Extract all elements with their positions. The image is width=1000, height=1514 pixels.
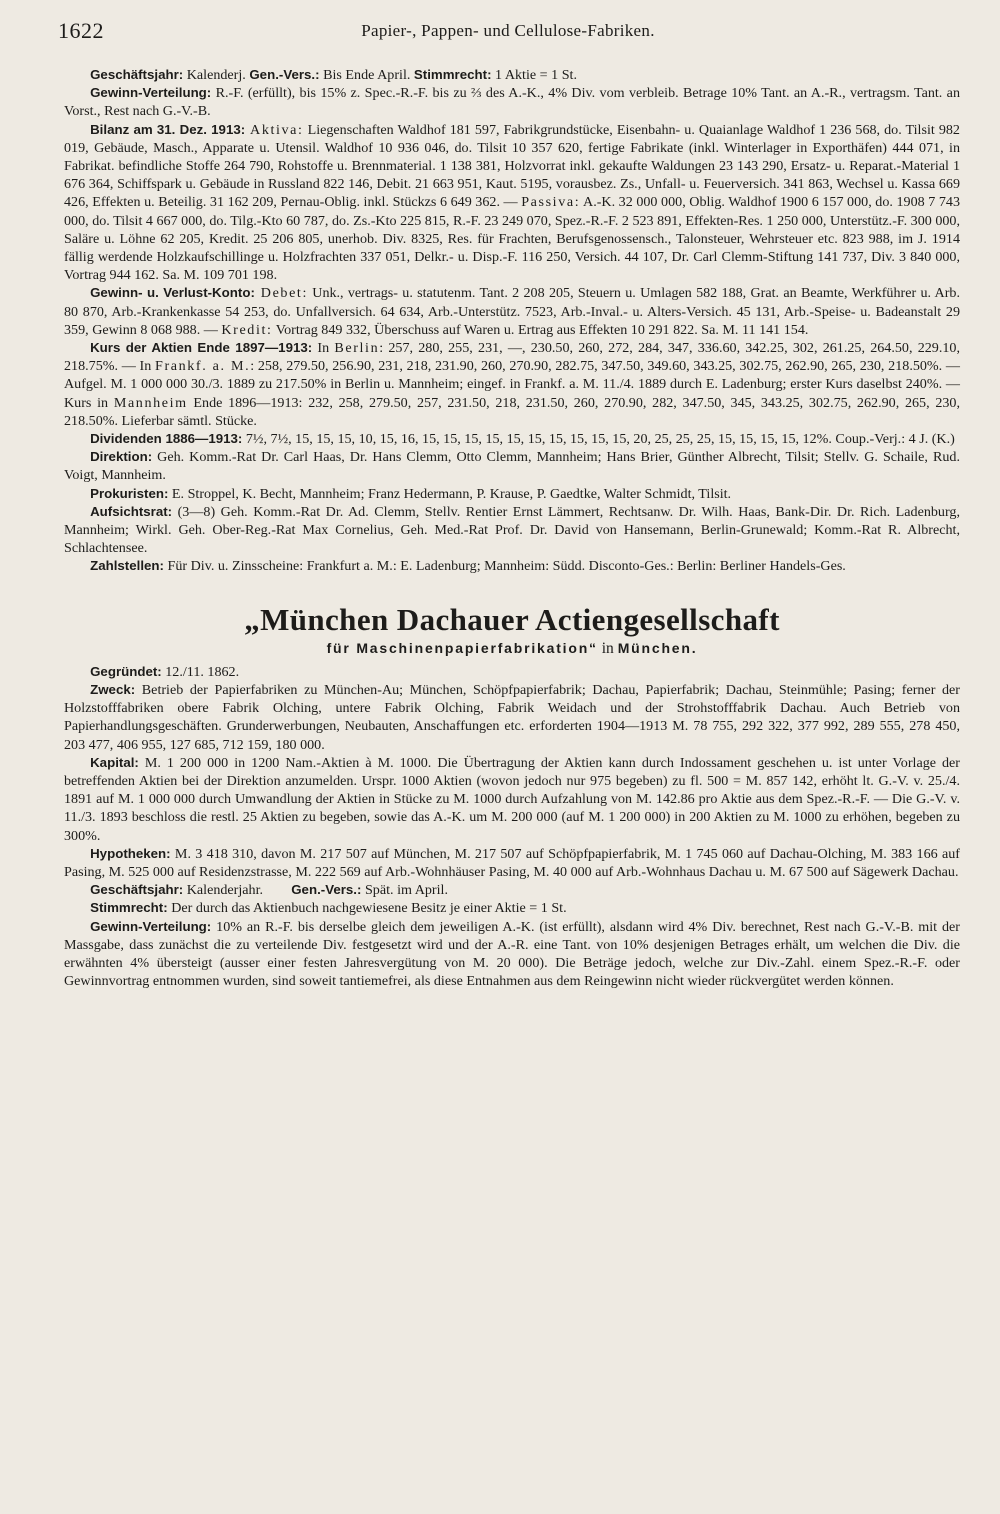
company-subheading-in: in [597, 639, 618, 657]
paragraph-management [64, 448, 960, 484]
text-management: Geh. Komm.-Rat Dr. Carl Haas, Dr. Hans Clemm, Otto Clemm, Mannheim; Hans Brier, Günther Albrecht, Tilsit; Stellv. G. Schaile, Rud. Voigt, Mannheim. [64, 449, 960, 484]
label-business-year: Geschäftsjahr: [90, 67, 184, 82]
label-assets: Aktiva: [245, 121, 304, 138]
text-profit-distribution-2: 10% an R.-F. bis derselbe gleich dem jeweiligen A.-K. (ist erfüllt), alsdann wird 4% Div. berechnet, Rest nach G.-V.-B. mit der Massgabe, dass zunächst die zu verteilende Div. festgesetzt wird und der A.-R. eine Tant. von 10% desjenigen Betrages erhält, um welchen die Div. die erwähnten 4% übersteigt (ausser einer festen Jahresvergütung von M. 20 000). Die Beträge jedoch, welche zur Div.-Zahl. einem Spez.-R.-F. oder Gewinnvortrag entnommen wurden, sind soweit tantiemefrei, als diese Entnahmen aus dem Reingewinn nicht wieder rückvergütet werden können. [64, 918, 960, 990]
label-credit: Kredit: [221, 321, 273, 338]
running-head [58, 18, 958, 48]
company-subheading-city: München. [617, 639, 698, 656]
paragraph-profit-distribution-2 [64, 918, 960, 991]
paragraph-mortgages [64, 845, 960, 881]
paragraph-founded [64, 663, 960, 681]
text-paying-agents: Für Div. u. Zinsscheine: Frankfurt a. M.: E. Ladenburg; Mannheim: Südd. Disconto-Ges.: Berlin: Berliner Handels-Ges. [163, 558, 846, 575]
text-debit: Unk., vertrags- u. statutenm. Tant. 2 208 205, Steuern u. Umlagen 582 188, Grat. an Beamte, Werkführer u. Arb. 80 870, Arb.-Krankenkasse 54 253, do. Unfallversich. 64 634, Arb.-Unterstütz. 7523, Arb.-Inval.- u. Alters-Versich. 45 131, Arb.-Speise- u. Badeanstalt 29 359, Gewinn 8 068 988. — [64, 285, 960, 338]
paragraph-dividends [64, 430, 960, 448]
label-purpose: Zweck: [90, 681, 136, 697]
text-procurators: E. Stroppel, K. Becht, Mannheim; Franz Hedermann, P. Krause, P. Gaedtke, Walter Schmidt, Tilsit. [168, 485, 732, 502]
company-subheading-bold: für Maschinenpapierfabrikation“ [326, 639, 598, 656]
label-business-year-2: Geschäftsjahr: [90, 882, 184, 898]
text-assets: Liegenschaften Waldhof 181 597, Fabrikgrundstücke, Eisenbahn- u. Quaianlage Waldhof 1 236 568, do. Tilsit 982 019, Gebäude, Masch., Apparate u. Utensil. Waldhof 10 936 046, do. Tilsit 10 357 620, fertige Fabrikate (inkl. Winterlager in Exporthäfen) 444 071, in Fabrikat. befindliche Stoffe 264 790, Rohstoffe u. Brennmaterial. 1 138 381, Holzvorrat inkl. gekaufte Waldungen 23 143 290, Ersatz- u. Reparat.-Material 1 676 364, Schiffspark u. Gebäude in Russland 822 146, Debit. 21 663 951, Kaut. 5195, vorausbez. Zs., Unfall- u. Feuerversich. 341 863, Wechsel u. Kassa 669 426, Effekten u. Beteilig. 31 162 209, Pernau-Oblig. inkl. Stückzs 6 649 362. — [64, 121, 960, 211]
label-general-meeting-2: Gen.-Vers.: [291, 882, 362, 898]
label-liabilities: Passiva: [521, 194, 581, 211]
text-share-prices-3: : 258, 279.50, 256.90, 231, 218, 231.90, 260, 270.90, 282.75, 347.50, 349.60, 343.25, 302.75, 262.90, 265, 230, 218.50%. — Aufgel. M. 1 000 000 30./3. 1889 zu 217.50% in Berlin u. Mannheim; eingef. in Frankf. a. M. 11./4. 1889 durch E. Ladenburg; erster Kurs daselbst 240%. — Kurs in [64, 358, 961, 411]
text-berlin: Berlin [334, 340, 380, 357]
text-share-prices-2: : 257, 280, 255, 231, —, 230.50, 260, 272, 284, 347, 336.60, 342.25, 302, 261.25, 264.50, 229.10, 218.75%. — In [64, 340, 960, 375]
label-dividends: Dividenden 1886—1913: [90, 431, 243, 447]
label-capital: Kapital: [90, 754, 139, 770]
label-balance-sheet: Bilanz am 31. Dez. 1913: [90, 121, 246, 137]
text-founded: 12./11. 1862. [161, 663, 240, 680]
label-share-prices: Kurs der Aktien Ende 1897—1913: [90, 340, 313, 356]
paragraph-business-year [64, 66, 960, 84]
text-capital: M. 1 200 000 in 1200 Nam.-Aktien à M. 1000. Die Übertragung der Aktien kann durch Indossament geschehen u. ist unter Vorlage der betreffenden Aktien bei der Direktion anzumelden. Urspr. 1000 Aktien (wovon jedoch nur 975 begeben) zu fl. 500 = M. 857 142, erhöht lt. G.-V. v. 25./4. 1891 auf M. 1 000 000 durch Umwandlung der Aktien in Stücke zu M. 1000 durch Aufzahlung von M. 142.86 pro Aktie aus dem Spez.-R.-F. — Die G.-V. v. 11./3. 1893 beschloss die restl. 25 Aktien zu begeben, sowie das A.-K. um M. 200 000 (auf M. 1 200 000) in 200 Aktien zu M. 1000 zu erhöhen, begeben zu 300%. [64, 754, 960, 844]
paragraph-voting-right-2 [64, 899, 960, 917]
paragraph-procurators [64, 485, 960, 503]
text-business-year: Kalenderj. [183, 67, 250, 83]
text-profit-distribution: R.-F. (erfüllt), bis 15% z. Spec.-R.-F. bis zu ⅔ des A.-K., 4% Div. vom verbleib. Betrage 10% Tant. an A.-R., vertragsm. Tant. an Vorst., Rest nach G.-V.-B. [64, 85, 960, 120]
paragraph-share-prices [64, 339, 960, 430]
text-business-year-2: Kalenderjahr. [183, 882, 292, 899]
paragraph-business-year-2 [64, 881, 960, 899]
paragraph-purpose [64, 681, 960, 754]
text-general-meeting-2: Spät. im April. [361, 882, 448, 899]
label-mortgages: Hypotheken: [90, 845, 171, 861]
text-dividends: 7½, 7½, 15, 15, 15, 10, 15, 16, 15, 15, 15, 15, 15, 15, 15, 15, 15, 15, 20, 25, 25, 25, 15, 15, 15, 15, 12%. Coup.-Verj.: 4 J. (K.) [242, 431, 955, 448]
body-text [64, 66, 960, 990]
label-supervisory-board: Aufsichtsrat: [90, 503, 173, 519]
text-purpose: Betrieb der Papierfabriken zu München-Au; München, Schöpfpapierfabrik; Dachau, Papierfabrik; Dachau, Steinmühle; Pasing; ferner der Holzstofffabriken obere Fabrik Olching, untere Fabrik Olching, Fabrik Weidach und der Strohstofffabrik Dachau. Auch Betrieb von Papierhandlungsgeschäften. Grunderwerbungen, Neubauten, Anschaffungen etc. erforderten 1904—1913 M. 78 755, 292 322, 377 992, 289 555, 278 450, 203 477, 406 955, 127 685, 712 159, 180 000. [64, 681, 960, 753]
label-profit-distribution: Gewinn-Verteilung: [90, 85, 212, 101]
paragraph-capital [64, 754, 960, 845]
running-title: Papier-, Pappen- und Cellulose-Fabriken. [361, 21, 655, 40]
label-profit-loss: Gewinn- u. Verlust-Konto: [90, 285, 255, 301]
text-general-meeting: Bis Ende April. [319, 67, 414, 83]
text-voting-right-2: Der durch das Aktienbuch nachgewiesene Besitz je einer Aktie = 1 St. [167, 900, 567, 917]
company-subheading [64, 638, 960, 659]
label-voting-right-2: Stimmrecht: [90, 900, 168, 916]
text-mannheim: Mannheim [113, 394, 188, 411]
text-share-prices-1: In [312, 340, 335, 357]
label-profit-distribution-2: Gewinn-Verteilung: [90, 918, 212, 934]
label-paying-agents: Zahlstellen: [90, 558, 164, 574]
paragraph-profit-loss [64, 284, 960, 339]
paragraph-profit-distribution [64, 84, 960, 120]
text-credit: Vortrag 849 332, Überschuss auf Waren u. Ertrag aus Effekten 10 291 822. Sa. M. 11 141 154. [272, 321, 809, 338]
text-voting-right: 1 Aktie = 1 St. [491, 67, 577, 83]
paragraph-balance-sheet [64, 121, 960, 285]
paragraph-paying-agents [64, 557, 960, 575]
label-management: Direktion: [90, 449, 153, 465]
label-voting-right: Stimmrecht: [413, 67, 492, 82]
text-liabilities: A.-K. 32 000 000, Oblig. Waldhof 1900 6 157 000, do. 1908 7 743 000, do. Tilsit 4 667 000, do. Tilg.-Kto 60 787, do. Zs.-Kto 225 815, R.-F. 23 249 070, Spez.-R.-F. 2 523 891, Effekten-Res. 1 250 000, Unterstütz.-F. 300 000, Saläre u. Löhne 62 205, Kredit. 25 206 805, unerhob. Div. 8325, Res. für Frachten, Berufsgenossensch., Talonsteuer, Wehrsteuer etc. 823 988, im J. 1914 fällig werdende Holzkaufschillinge u. Holzfrachten 337 051, Delkr.- u. Disp.-F. 116 250, Versich. 44 107, Dr. Carl Clemm-Stiftung 141 737, Div. 3 840 000, Vortrag 944 162. Sa. M. 109 701 198. [64, 194, 960, 284]
label-founded: Gegründet: [90, 663, 162, 679]
text-frankfurt: Frankf. a. M. [155, 358, 251, 375]
company-heading: „München Dachauer Actiengesellschaft [244, 601, 780, 637]
paragraph-supervisory-board [64, 503, 960, 558]
text-supervisory-board: (3—8) Geh. Komm.-Rat Dr. Ad. Clemm, Stellv. Rentier Ernst Lämmert, Rechtsanw. Dr. Wilh. Haas, Bank-Dir. Dr. Rich. Ladenburg, Mannheim; Wirkl. Geh. Ober-Reg.-Rat Max Cornelius, Geh. Med.-Rat Prof. Dr. David von Hansemann, Berlin-Grunewald; Komm.-Rat R. Albrecht, Schlachtensee. [64, 503, 960, 557]
label-general-meeting: Gen.-Vers.: [249, 67, 320, 82]
label-debit: Debet: [254, 285, 308, 302]
text-share-prices-4: Ende 1896—1913: 232, 258, 279.50, 257, 231.50, 218, 231.50, 260, 270.90, 282, 347.50, 345, 343.25, 302.75, 262.90, 265, 230, 218.50%. Lieferbar sämtl. Stücke. [64, 394, 960, 429]
label-procurators: Prokuristen: [90, 485, 169, 501]
text-mortgages: M. 3 418 310, davon M. 217 507 auf München, M. 217 507 auf Schöpfpapierfabrik, M. 1 745 060 auf Dachau-Olching, M. 383 166 auf Pasing, M. 525 000 auf Residenzstrasse, M. 222 569 auf Arb.-Wohnhäuser Pasing, M. 40 000 auf Arb.-Wohnhaus Dachau u. M. 67 500 auf Sägewerk Dachau. [64, 845, 960, 880]
page-number: 1622 [58, 18, 104, 43]
